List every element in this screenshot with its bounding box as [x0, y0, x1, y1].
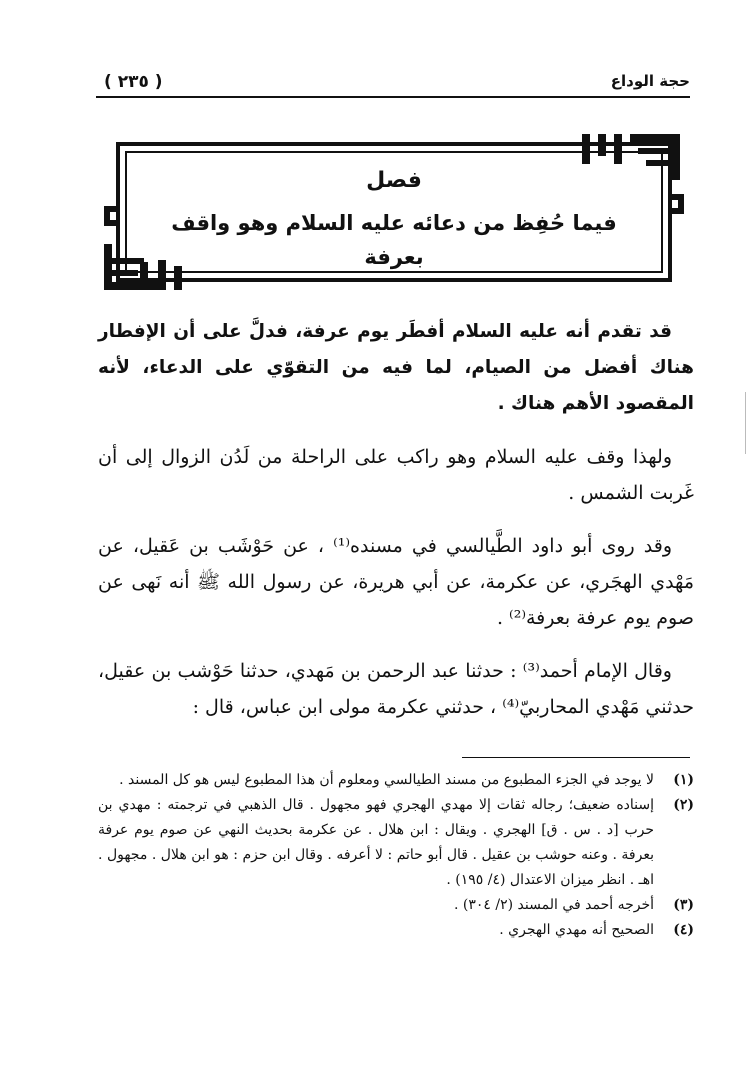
section-subheading: فيما حُفِظ من دعائه عليه السلام وهو واقف بعرفة — [171, 211, 617, 269]
footnote-text: لا يوجد في الجزء المطبوع من مسند الطيالسي ومعلوم أن هذا المطبوع ليس هو كل المسند . — [119, 772, 654, 788]
paragraph-4: وقال الإمام أحمد⁽³⁾ : حدثنا عبد الرحمن بن مَهدي، حدثنا حَوْشب بن عقيل، حدثني مَهْدي المحاربيّ⁽⁴⁾ ، حدثني عكرمة مولى ابن عباس، قال : — [98, 660, 694, 718]
header-rule — [96, 96, 690, 98]
footnote-2 — [98, 793, 694, 893]
running-title: حجة الوداع — [610, 72, 690, 90]
margin-mark — [745, 392, 746, 454]
footnote-text: إسناده ضعيف؛ رجاله ثقات إلا مهدي الهجري فهو مجهول . قال الذهبي في ترجمته : مهدي بن حرب [د . س . ق] الهجري . ويقال : ابن هلال . عن عكرمة بحديث النهي عن صوم يوم عرفة بعرفة . وعنه حوشب بن عقيل . قال أبو حاتم : لا أعرفه . وقال ابن حزم : هو ابن هلال . مجهول . اهـ . انظر ميزان الاعتدال (٤/ ١٩٥) . — [98, 797, 654, 888]
footnote-1 — [98, 768, 694, 793]
footnote-separator — [462, 757, 690, 758]
page-number: ( ٢٣٥ ) — [104, 72, 163, 92]
paragraph-3: وقد روى أبو داود الطَّيالسي في مسنده⁽¹⁾ ، عن حَوْشَب بن عَقيل، عن مَهْدي الهجَري، عن عكرمة، عن أبي هريرة، عن رسول الله ﷺ أنه نَهى عن صوم يوم عرفة بعرفة⁽²⁾ . — [98, 535, 694, 629]
paragraph-2: ولهذا وقف عليه السلام وهو راكب على الراحلة من لَدُن الزوال إلى أن غَربت الشمس . — [98, 446, 694, 504]
footnote-text: أخرجه أحمد في المسند (٢/ ٣٠٤) . — [454, 897, 654, 913]
footnote-4 — [98, 918, 694, 943]
section-heading: فصل — [366, 168, 422, 193]
footnote-number: (٢) — [673, 797, 694, 813]
footnote-text: الصحيح أنه مهدي الهجري . — [499, 922, 654, 938]
running-header — [96, 64, 690, 94]
footnote-number: (٣) — [673, 897, 694, 913]
section-title-frame — [104, 134, 684, 290]
paragraph-1: قد تقدم أنه عليه السلام أفطَر يوم عرفة، فدلَّ على أن الإفطار هناك أفضل من الصيام، لما فيه من التقوّي على الدعاء، لأنه المقصود الأهم هناك . — [98, 321, 694, 414]
footnote-number: (١) — [673, 772, 694, 788]
main-text — [98, 314, 694, 742]
footnote-number: (٤) — [673, 922, 694, 938]
footnotes — [98, 768, 694, 943]
footnote-3 — [98, 893, 694, 918]
